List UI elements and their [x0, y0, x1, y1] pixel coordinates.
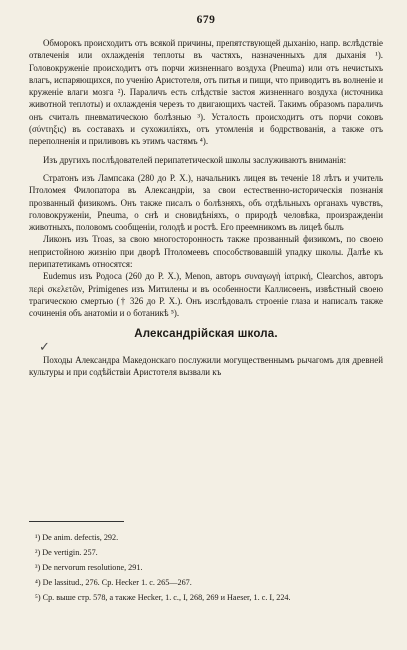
paragraph-4: Ликонъ изъ Troas, за свою многосторонность также прозванный физикомъ, по своею непристойною жизнію при дворѣ Птоломеевъ способствовавшій упадку школы. Далѣе къ перипатетикамъ относятся:: [29, 234, 383, 270]
footnote-1: ¹) De anim. defectis, 292.: [35, 533, 119, 542]
footnote-3: ³) De nervorum resolutione, 291.: [35, 563, 143, 572]
handwritten-check-mark: ✓: [39, 339, 50, 355]
main-text: [29, 37, 383, 378]
paragraph-1: Обморокъ происходитъ отъ всякой причины, препятствующей дыханію, напр. вслѣдствіе отвлеченія или охлажденія теплоты въ частяхъ, назначенныхъ для дыханія ¹). Головокруженіе происходитъ отъ порчи жизненнаго воздуха (Pneuma) или отъ нечистыхъ влагъ, испаряющихся, по ученію Аристотеля, отъ питья и пищи, что приводитъ въ волненіе и круженіе влаги мозга ²). Параличъ есть слѣдствіе застоя жизненнаго воздуха (источника животной теплоты) и охлажденія черезъ то двигающихъ частей. Такимъ образомъ параличъ онъ считалъ пневматическою болѣзнью ³). Усталость происходитъ отъ порчи соковъ (σύντηξις) въ составахъ и сухожиліяхъ, отъ утомленія и бодрствованія, а также отъ переполненія и приливовъ къ этимъ частямъ ⁴).: [29, 38, 383, 147]
footnote-4: ⁴) De lassitud., 276. Cp. Hecker 1. c. 265—267.: [35, 578, 192, 587]
footnote-rule: [29, 521, 124, 522]
paragraph-2: Изъ другихъ послѣдователей перипатетической школы заслуживаютъ вниманія:: [43, 154, 347, 165]
footnotes: [29, 530, 383, 605]
footnote-5: ⁵) Cp. выше стр. 578, а также Hecker, 1. c., I, 268, 269 и Haeser, 1. c. I, 224.: [35, 593, 291, 602]
footnote-2: ²) De vertigin. 257.: [35, 548, 98, 557]
paragraph-3: Стратонъ изъ Лампсака (280 до Р. Х.), начальникъ лицея въ теченіе 18 лѣтъ и учитель Птоломея Филопатора въ Александріи, за свои естественно-историческія познанія прозванный физикомъ. Онъ также писалъ о болѣзняхъ, объ отдѣльныхъ органахъ чувствъ, головокруженіи, Pneuma, о снѣ и сновидѣніяхъ, о природѣ человѣка, произражденіи животныхъ, половомъ сообщеніи, голодѣ и ростѣ. Его преемникомъ въ лицеѣ былъ: [29, 172, 383, 233]
paragraph-6: Походы Александра Македонскаго послужили могущественнымъ рычагомъ для древней культуры и при содѣйствіи Аристотеля вызвали къ: [29, 354, 383, 378]
paragraph-5: Eudemus изъ Родоса (260 до Р. Х.), Menon, авторъ συναγωγὴ ἰατρική, Clearchos, авторъ περὶ σκελετῶν, Primigenes изъ Митилены и въ особенности Каллисѳенъ, извѣстный своею трагическою смертью († 326 до Р. Х.). Онъ изслѣдовалъ строеніе глаза и написалъ также сочиненія объ анатоміи и о ботаникѣ ⁵).: [29, 271, 383, 319]
page-number: 679: [196, 14, 216, 26]
section-heading: Александрійская школа.: [134, 327, 278, 340]
